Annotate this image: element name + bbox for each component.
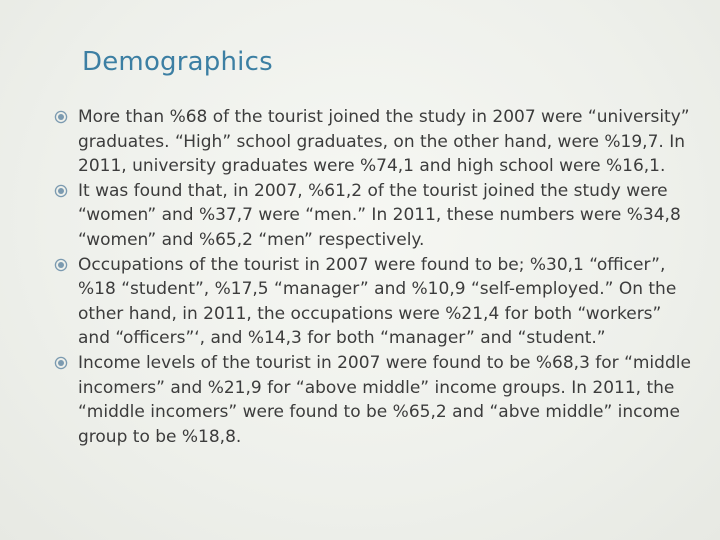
circled-dot-bullet-icon — [54, 110, 68, 124]
bullet-item — [54, 351, 696, 449]
bullet-item — [54, 105, 696, 179]
bullet-item — [54, 179, 696, 253]
bullet-text: It was found that, in 2007, %61,2 of the tourist joined the study were “women” and %37,7 were “men.” In 2011, these numbers were %34,8 “women” and %65,2 “men” respectively. — [78, 180, 681, 250]
bullet-text: Occupations of the tourist in 2007 were found to be; %30,1 “officer”, %18 “student”, %17,5 “manager” and %10,9 “self-employed.” On the other hand, in 2011, the occupations were %21,4 for both “workers” and “officers”‘, and %14,3 for both “manager” and “student.” — [78, 254, 677, 349]
bullet-text: More than %68 of the tourist joined the study in 2007 were “university” graduates. “High” school graduates, on the other hand, were %19,7. In 2011, university graduates were %74,1 and high school were %16,1. — [78, 107, 690, 177]
circled-dot-bullet-icon — [54, 356, 68, 370]
slide-title: Demographics — [82, 47, 273, 77]
bullet-item — [54, 253, 696, 351]
circled-dot-bullet-icon — [54, 184, 68, 198]
bullet-list — [54, 105, 696, 449]
circled-dot-bullet-icon — [54, 258, 68, 272]
bullet-text: Income levels of the tourist in 2007 were found to be %68,3 for “middle incomers” and %21,9 for “above middle” income groups. In 2011, the “middle incomers” were found to be %65,2 and “abve middle” income group to be %18,8. — [78, 352, 691, 447]
